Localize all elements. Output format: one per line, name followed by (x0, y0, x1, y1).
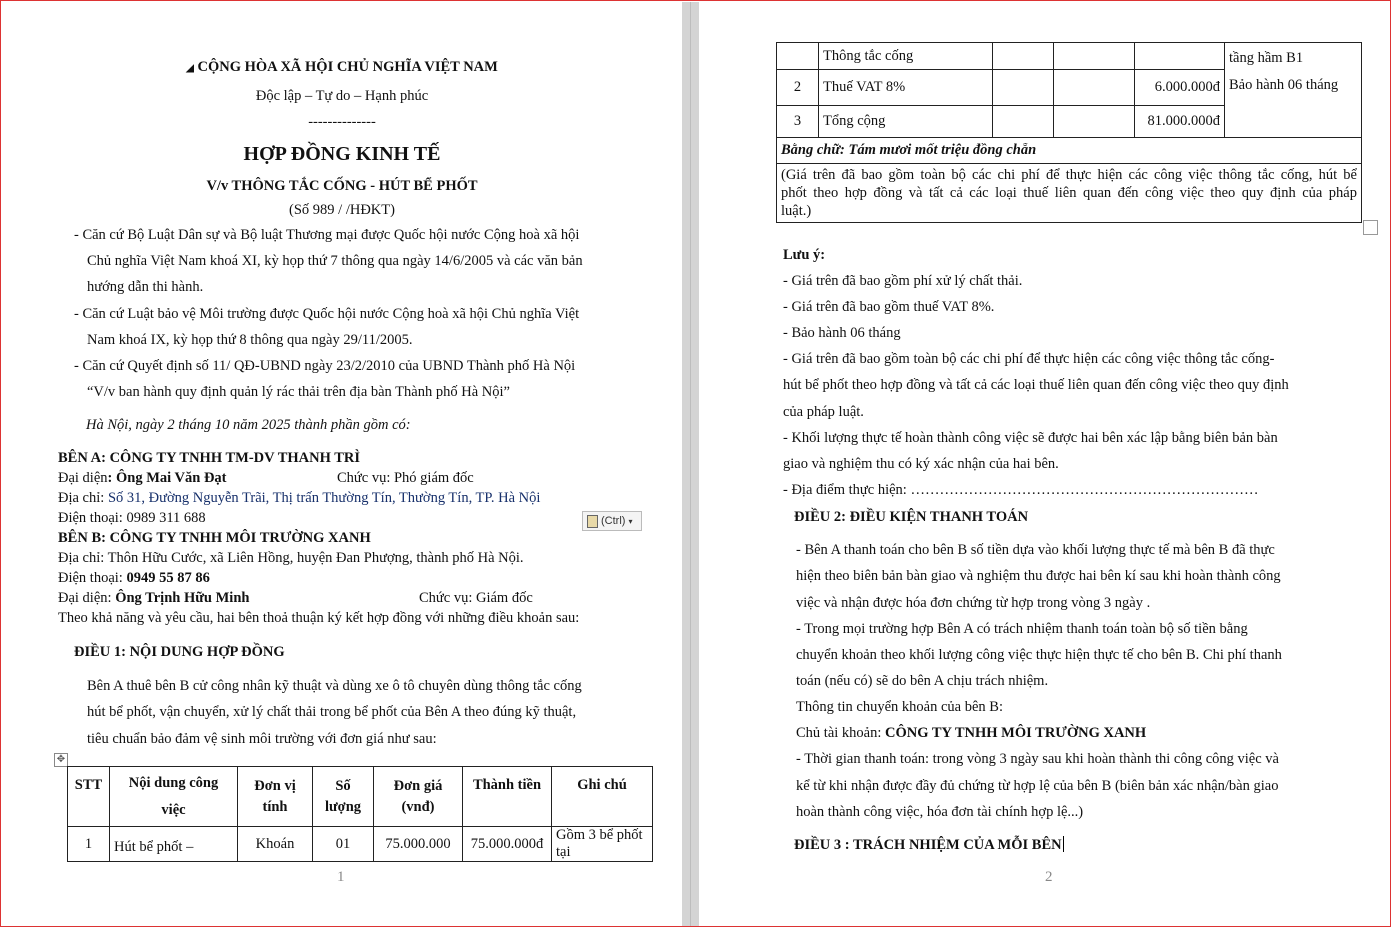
header-stt: STT (68, 767, 110, 827)
article-1-line-3: tiêu chuẩn bảo đảm vệ sinh môi trường với đơn giá như sau: (87, 731, 437, 747)
party-b-representative (58, 589, 249, 607)
basis-1-line-1: - Căn cứ Bộ Luật Dân sự và Bộ luật Thương mại được Quốc hội nước Cộng hoà xã hội (74, 227, 580, 243)
article-1-heading: ĐIỀU 1: NỘI DUNG HỢP ĐỒNG (74, 644, 285, 660)
article-2-line: chuyển khoản theo khối lượng công việc thực hiện thực tế cho bên B. Chi phí thanh (796, 647, 1282, 663)
in-words-cell: Bằng chữ: Tám mươi mốt triệu đồng chẵn (777, 138, 1362, 164)
cell-amount (1135, 43, 1225, 70)
basis-1-line-2: Chủ nghĩa Việt Nam khoá XI, kỳ họp thứ 7 thông qua ngày 14/6/2005 và các văn bản (87, 253, 583, 269)
document-page-2[interactable] (699, 2, 1389, 927)
payment-time-line: kể từ khi nhận được đầy đủ chứng từ hợp lệ của bên B (biên bản xác nhận/bàn giao (796, 778, 1279, 794)
header-quantity: Số lượng (313, 767, 374, 827)
header-unit: Đơn vị tính (238, 767, 313, 827)
article-2-line: - Bên A thanh toán cho bên B số tiền dựa vào khối lượng thực tế mà bên B đã thực (796, 542, 1275, 558)
basis-2-line-1: - Căn cứ Luật bảo vệ Môi trường được Quốc hội nước Cộng hoà xã hội Chủ nghĩa Việt (74, 306, 580, 322)
cell-quantity (1054, 70, 1135, 106)
in-words-row (777, 138, 1362, 164)
note-line: - Địa điểm thực hiện: ……………………………………………………………… (783, 482, 1259, 498)
chevron-down-icon: ▾ (628, 516, 633, 526)
date-line: Hà Nội, ngày 2 tháng 10 năm 2025 thành phần gồm có: (86, 417, 411, 433)
payment-time-line: hoàn thành công việc, hóa đơn tài chính hợp lệ...) (796, 804, 1084, 820)
rep-name: : Ông Mai Văn Đạt (107, 470, 227, 486)
header-note: Ghi chú (552, 767, 653, 827)
cell-quantity: 01 (313, 827, 374, 862)
rep-label: Đại diện: (58, 590, 116, 606)
price-note-cell (777, 164, 1362, 223)
article-2-line: Thông tin chuyển khoản của bên B: (796, 699, 1003, 715)
rep-label: Đại diện (58, 470, 108, 486)
page-gutter-line (690, 2, 691, 927)
article-2-heading: ĐIỀU 2: ĐIỀU KIỆN THANH TOÁN (794, 509, 1029, 525)
payment-time-line: - Thời gian thanh toán: trong vòng 3 ngày sau khi hoàn thành thi công công việc và (796, 751, 1279, 767)
note-line: hút bể phốt theo hợp đồng và tất cả các loại thuế liên quan đến công việc theo quy định (783, 377, 1289, 393)
contract-title: HỢP ĐỒNG KINH TẾ (243, 143, 441, 165)
cell-unit: Khoán (238, 827, 313, 862)
cell-quantity (1054, 106, 1135, 138)
price-note-line-2: phốt theo hợp đồng và tất cả các loại thuế liên quan đến công việc theo quy định của pháp (781, 185, 1357, 201)
contract-subject: V/v THÔNG TẮC CỐNG - HÚT BỂ PHỐT (206, 178, 478, 194)
price-note-line-1: (Giá trên đã bao gồm toàn bộ các chi phí để thực hiện các công việc thông tắc cống, hút bể (781, 167, 1357, 183)
party-a-address (58, 489, 540, 507)
caret-up-icon: ◢ (186, 63, 194, 74)
cell-stt: 2 (777, 70, 819, 106)
article-2-line: - Trong mọi trường hợp Bên A có trách nhiệm thanh toán toàn bộ số tiền bằng (796, 621, 1248, 637)
cell-note: Gồm 3 bể phốt tại (552, 827, 653, 862)
separator-line: -------------- (308, 114, 376, 130)
cell-unit (993, 70, 1054, 106)
note-line: - Khối lượng thực tế hoàn thành công việc sẽ được hai bên xác lập bằng biên bản bàn (783, 430, 1278, 446)
note-line: - Giá trên đã bao gồm phí xử lý chất thải. (783, 273, 1023, 289)
rep-name: Ông Trịnh Hữu Minh (115, 590, 250, 606)
cell-unit (993, 106, 1054, 138)
header-content: Nội dung công việc (110, 767, 238, 827)
table-move-handle-icon[interactable]: ✥ (54, 753, 68, 767)
account-label: Chủ tài khoản: (796, 725, 886, 741)
basis-3-line-1: - Căn cứ Quyết định số 11/ QĐ-UBND ngày 23/2/2010 của UBND Thành phố Hà Nội (74, 358, 576, 374)
phone-label: Điện thoại: (58, 570, 127, 586)
text-cursor (1063, 836, 1064, 852)
table-row (68, 827, 653, 862)
cell-content: Thông tắc cống (819, 43, 993, 70)
address-label: Địa chỉ: (58, 490, 108, 506)
national-motto (2, 58, 682, 78)
article-1-line-1: Bên A thuê bên B cử công nhân kỹ thuật và dùng xe ô tô chuyên dùng thông tắc cống (87, 678, 582, 694)
cell-stt: 3 (777, 106, 819, 138)
address-value: Số 31, Đường Nguyễn Trãi, Thị trấn Thường Tín, Thường Tín, TP. Hà Nội (107, 490, 541, 506)
cell-content: Thuế VAT 8% (819, 70, 993, 106)
price-note-row (777, 164, 1362, 223)
party-b-phone (58, 569, 210, 587)
motto-text: CỘNG HÒA XÃ HỘI CHỦ NGHĨA VIỆT NAM (197, 59, 498, 75)
account-holder-line (796, 724, 1146, 742)
table-resize-handle-icon[interactable] (1363, 220, 1378, 235)
cell-amount: 6.000.000đ (1135, 70, 1225, 106)
agreement-line: Theo khả năng và yêu cầu, hai bên thoả thuận ký kết hợp đồng với những điều khoản sau: (58, 610, 580, 626)
note-line: - Giá trên đã bao gồm toàn bộ các chi phí để thực hiện các công việc thông tắc cống- (783, 351, 1275, 367)
party-a-phone: Điện thoại: 0989 311 688 (58, 510, 206, 526)
party-a-position: Chức vụ: Phó giám đốc (337, 470, 474, 486)
party-a-heading: BÊN A: CÔNG TY TNHH TM-DV THANH TRÌ (58, 450, 361, 466)
cell-amount: 75.000.000đ (463, 827, 552, 862)
paste-options-button[interactable] (582, 511, 642, 531)
cell-content: Hút bể phốt – (110, 827, 238, 862)
cell-content: Tổng cộng (819, 106, 993, 138)
cell-amount: 81.000.000đ (1135, 106, 1225, 138)
note-line: của pháp luật. (783, 404, 864, 420)
table-row (777, 43, 1362, 70)
cell-stt (777, 43, 819, 70)
note-line-2: Bảo hành 06 tháng (1229, 77, 1339, 93)
article-1-line-2: hút bể phốt, vận chuyển, xử lý chất thải trong bể phốt của Bên A theo đúng kỹ thuật, (87, 704, 577, 720)
price-table-continued (776, 42, 1362, 223)
article-2-line: toán (nếu có) sẽ do bên A chịu trách nhiệm. (796, 673, 1049, 689)
document-page-1[interactable] (2, 2, 682, 927)
header-amount: Thành tiền (463, 767, 552, 827)
cell-note (1225, 43, 1362, 138)
note-line: giao và nghiệm thu có ký xác nhận của hai bên. (783, 456, 1059, 472)
contract-number: (Số 989 / /HĐKT) (289, 202, 395, 218)
header-unit-price: Đơn giá (vnđ) (374, 767, 463, 827)
basis-1-line-3: hướng dẫn thi hành. (87, 279, 204, 295)
party-b-address: Địa chỉ: Thôn Hữu Cước, xã Liên Hồng, huyện Đan Phượng, thành phố Hà Nội. (58, 550, 524, 566)
party-a-representative (58, 469, 227, 487)
cell-unit-price: 75.000.000 (374, 827, 463, 862)
article-3-text: ĐIỀU 3 : TRÁCH NHIỆM CỦA MỖI BÊN (794, 837, 1062, 853)
motto-subline: Độc lập – Tự do – Hạnh phúc (255, 88, 429, 104)
note-line: - Bảo hành 06 tháng (783, 325, 901, 341)
notes-heading: Lưu ý: (783, 247, 826, 263)
account-name: CÔNG TY TNHH MÔI TRƯỜNG XANH (885, 725, 1147, 741)
article-3-heading[interactable] (794, 836, 1064, 854)
page-number: 1 (337, 869, 345, 885)
clipboard-icon (587, 515, 598, 528)
page-number: 2 (1045, 869, 1053, 885)
article-2-line: việc và nhận được hóa đơn chứng từ hợp trong vòng 3 ngày . (796, 595, 1151, 611)
price-table (67, 766, 653, 862)
table-header-row (68, 767, 653, 827)
basis-2-line-2: Nam khoá IX, kỳ họp thứ 8 thông qua ngày 29/11/2005. (87, 332, 413, 348)
price-note-line-3: luật.) (781, 203, 812, 219)
paste-options-label: (Ctrl) (601, 515, 626, 527)
cell-quantity (1054, 43, 1135, 70)
article-2-line: hiện theo biên bản bàn giao và nghiệm thu được hai bên kí sau khi hoàn thành công (796, 568, 1281, 584)
party-b-heading: BÊN B: CÔNG TY TNHH MÔI TRƯỜNG XANH (58, 530, 371, 546)
cell-unit (993, 43, 1054, 70)
note-line: - Giá trên đã bao gồm thuế VAT 8%. (783, 299, 995, 315)
phone-value: 0949 55 87 86 (126, 570, 210, 586)
cell-stt: 1 (68, 827, 110, 862)
party-b-position: Chức vụ: Giám đốc (419, 590, 533, 606)
note-line-1: tầng hầm B1 (1229, 50, 1304, 66)
basis-3-line-2: “V/v ban hành quy định quản lý rác thải trên địa bàn Thành phố Hà Nội” (87, 384, 510, 400)
